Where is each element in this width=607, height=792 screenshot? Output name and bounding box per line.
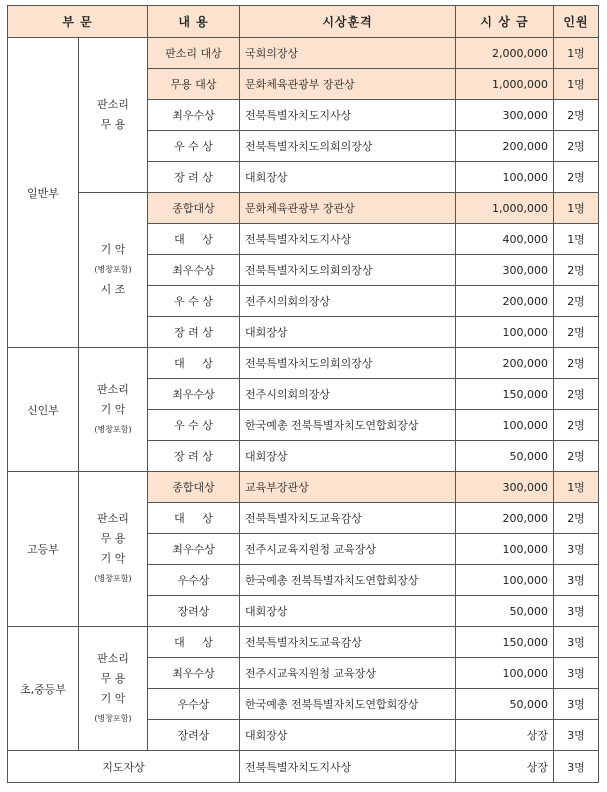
people-count-cell: 1명 (554, 38, 599, 69)
prize-money-cell: 300,000 (456, 255, 554, 286)
award-name-cell: 대 상 (148, 627, 240, 658)
category-line: 무 용 (100, 671, 126, 685)
award-title-cell: 대회장상 (240, 162, 456, 193)
category-line: 무 용 (100, 532, 126, 545)
prize-money-cell: 1,000,000 (456, 193, 554, 224)
award-title-cell: 교육부장관상 (240, 472, 456, 503)
award-title-cell: 전북특별자치도지사상 (240, 100, 456, 131)
prize-money-cell: 100,000 (456, 317, 554, 348)
people-count-cell: 3명 (554, 658, 599, 689)
award-name-cell: 종합대상 (148, 472, 240, 503)
award-title-cell: 국회의장상 (240, 38, 456, 69)
table-row (8, 472, 599, 503)
people-count-cell: 2명 (554, 162, 599, 193)
prize-money-cell: 100,000 (456, 534, 554, 565)
category-line: 판소리 (97, 382, 129, 396)
people-count-cell: 1명 (554, 224, 599, 255)
prize-money-cell: 50,000 (456, 596, 554, 627)
prize-money-cell: 2,000,000 (456, 38, 554, 69)
award-name-cell: 최우수상 (148, 100, 240, 131)
award-title-cell: 한국예총 전북특별자치도연합회장상 (240, 410, 456, 441)
category-line: 기 악 (100, 552, 126, 565)
award-name-cell: 장려상 (148, 596, 240, 627)
award-title-cell: 전주시의회의장상 (240, 286, 456, 317)
table-header (8, 6, 599, 38)
prize-money-cell: 200,000 (456, 348, 554, 379)
prize-money-cell: 1,000,000 (456, 69, 554, 100)
category-line: 무 용 (100, 118, 126, 131)
award-title-cell: 전주시의회의장상 (240, 379, 456, 410)
header-content: 내 용 (148, 6, 240, 38)
award-name-cell: 장려상 (148, 720, 240, 751)
prize-money-cell: 300,000 (456, 472, 554, 503)
award-title-cell: 한국예총 전북특별자치도연합회장상 (240, 689, 456, 720)
people-count-cell: 1명 (554, 472, 599, 503)
award-title-cell: 문화체육관광부 장관상 (240, 69, 456, 100)
people-count-cell: 2명 (554, 410, 599, 441)
award-name-cell: 장 려 상 (148, 441, 240, 472)
people-count-cell: 3명 (554, 751, 599, 783)
award-name-cell: 종합대상 (148, 193, 240, 224)
award-name-cell: 최우수상 (148, 658, 240, 689)
people-count-cell: 2명 (554, 255, 599, 286)
people-count-cell: 1명 (554, 69, 599, 100)
people-count-cell: 3명 (554, 689, 599, 720)
award-name-cell: 우 수 상 (148, 131, 240, 162)
award-name-cell: 무용 대상 (148, 69, 240, 100)
people-count-cell: 1명 (554, 193, 599, 224)
award-name-cell: 대 상 (148, 503, 240, 534)
header-prize-money: 시 상 금 (456, 6, 554, 38)
award-title-cell: 전북특별자치도의회의장상 (240, 348, 456, 379)
award-title-cell: 대회장상 (240, 441, 456, 472)
award-title-cell: 전북특별자치도의회의장상 (240, 255, 456, 286)
people-count-cell: 2명 (554, 503, 599, 534)
prize-money-cell: 100,000 (456, 658, 554, 689)
award-title-cell: 대회장상 (240, 596, 456, 627)
leader-award-label: 지도자상 (8, 751, 240, 783)
award-table (7, 5, 599, 783)
prize-money-cell: 100,000 (456, 410, 554, 441)
category-line: 판소리 (97, 651, 129, 665)
category-note: (병창포함) (94, 265, 132, 274)
prize-money-cell: 200,000 (456, 131, 554, 162)
people-count-cell: 2명 (554, 379, 599, 410)
award-title-cell: 대회장상 (240, 720, 456, 751)
people-count-cell: 2명 (554, 100, 599, 131)
prize-money-cell: 50,000 (456, 441, 554, 472)
award-name-cell: 최우수상 (148, 255, 240, 286)
prize-money-cell: 300,000 (456, 100, 554, 131)
prize-money-cell: 상장 (456, 720, 554, 751)
table-row (8, 348, 599, 379)
award-name-cell: 대 상 (148, 224, 240, 255)
table-row-leader-award (8, 751, 599, 783)
category-cell (79, 38, 148, 193)
prize-money-cell: 150,000 (456, 379, 554, 410)
table-row (8, 627, 599, 658)
division-cell: 고등부 (8, 472, 79, 627)
people-count-cell: 2명 (554, 441, 599, 472)
people-count-cell: 3명 (554, 596, 599, 627)
award-title-cell: 한국예총 전북특별자치도연합회장상 (240, 565, 456, 596)
category-line: 기 악 (100, 691, 126, 705)
award-title-cell: 전주시교육지원청 교육장상 (240, 658, 456, 689)
people-count-cell: 3명 (554, 627, 599, 658)
people-count-cell: 2명 (554, 317, 599, 348)
prize-money-cell: 상장 (456, 751, 554, 783)
award-name-cell: 최우수상 (148, 379, 240, 410)
award-name-cell: 대 상 (148, 348, 240, 379)
division-cell: 일반부 (8, 38, 79, 348)
category-cell (79, 348, 148, 472)
people-count-cell: 3명 (554, 534, 599, 565)
award-title-cell: 전북특별자치도지사상 (240, 751, 456, 783)
people-count-cell: 2명 (554, 348, 599, 379)
award-name-cell: 우수상 (148, 689, 240, 720)
award-title-cell: 전북특별자치도의회의장상 (240, 131, 456, 162)
category-line: 기 악 (100, 402, 126, 416)
people-count-cell: 3명 (554, 565, 599, 596)
category-line: 기 악 (100, 243, 126, 256)
people-count-cell: 2명 (554, 131, 599, 162)
award-name-cell: 판소리 대상 (148, 38, 240, 69)
category-line: 시 조 (100, 283, 126, 296)
people-count-cell: 2명 (554, 286, 599, 317)
prize-money-cell: 200,000 (456, 503, 554, 534)
prize-money-cell: 200,000 (456, 286, 554, 317)
award-title-cell: 문화체육관광부 장관상 (240, 193, 456, 224)
category-note: (병창포함) (94, 574, 132, 583)
category-cell (79, 472, 148, 627)
prize-money-cell: 100,000 (456, 162, 554, 193)
category-cell (79, 193, 148, 348)
prize-money-cell: 150,000 (456, 627, 554, 658)
division-cell: 초,중등부 (8, 627, 79, 751)
prize-money-cell: 400,000 (456, 224, 554, 255)
prize-money-cell: 100,000 (456, 565, 554, 596)
award-title-cell: 대회장상 (240, 317, 456, 348)
award-name-cell: 최우수상 (148, 534, 240, 565)
header-division: 부 문 (8, 6, 148, 38)
header-people: 인원 (554, 6, 599, 38)
category-cell (79, 627, 148, 751)
award-name-cell: 우수상 (148, 565, 240, 596)
award-name-cell: 우 수 상 (148, 286, 240, 317)
table-body (8, 38, 599, 783)
header-award-title: 시상훈격 (240, 6, 456, 38)
award-name-cell: 우 수 상 (148, 410, 240, 441)
category-line: 판소리 (97, 512, 129, 525)
category-note: (병창포함) (94, 713, 132, 723)
award-title-cell: 전주시교육지원청 교육장상 (240, 534, 456, 565)
prize-money-cell: 50,000 (456, 689, 554, 720)
category-line: 판소리 (97, 98, 129, 111)
award-title-cell: 전북특별자치도교육감상 (240, 627, 456, 658)
award-name-cell: 장 려 상 (148, 317, 240, 348)
division-cell: 신인부 (8, 348, 79, 472)
table-row (8, 193, 599, 224)
people-count-cell: 3명 (554, 720, 599, 751)
award-title-cell: 전북특별자치도지사상 (240, 224, 456, 255)
table-row (8, 38, 599, 69)
award-name-cell: 장 려 상 (148, 162, 240, 193)
award-title-cell: 전북특별자치도교육감상 (240, 503, 456, 534)
category-note: (병창포함) (94, 424, 132, 434)
